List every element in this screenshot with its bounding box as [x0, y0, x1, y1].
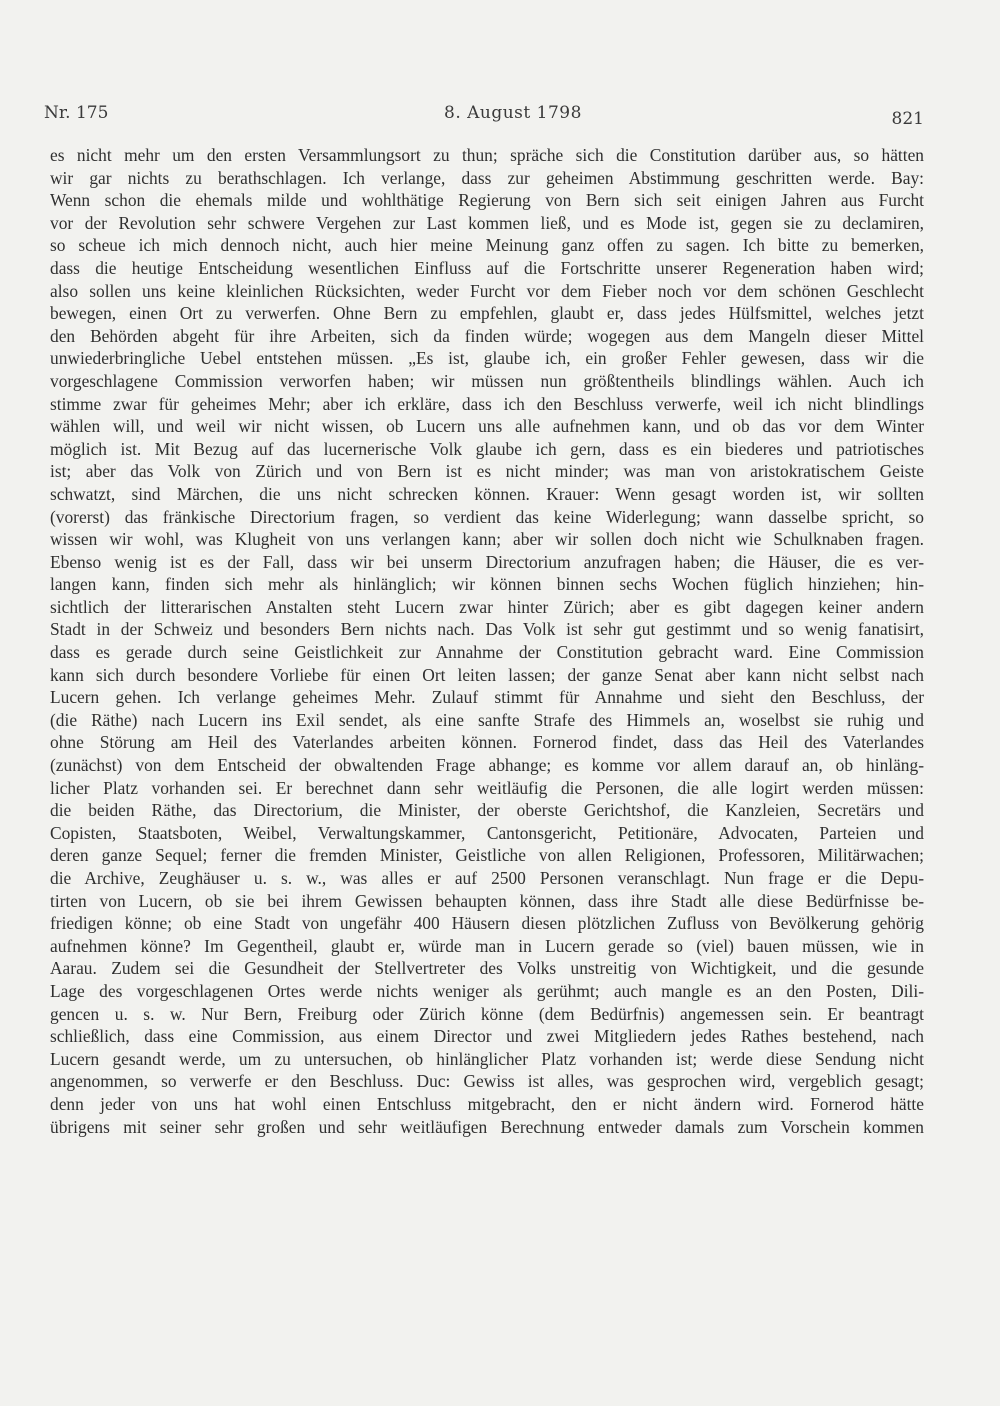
text-line: angenommen, so verwerfe er den Beschluss. Duc: Gewiss ist alles, was gesprochen wird, vergeblich gesagt;	[50, 1071, 924, 1092]
text-line: (zunächst) von dem Entscheid der obwaltenden Frage abhange; es komme vor allem darauf an, ob hinläng-	[50, 755, 924, 776]
text-line: (vorerst) das fränkische Directorium fragen, so verdient das keine Widerlegung; wann dasselbe spricht, so	[50, 506, 924, 527]
text-line: sichtlich der litterarischen Anstalten steht Lucern zwar hinter Zürich; aber es gibt dagegen keiner andern	[50, 596, 924, 617]
text-line: friedigen könne; ob eine Stadt von ungefähr 400 Häusern diesen plötzlichen Zufluss von Bevölkerung gehörig	[50, 913, 924, 934]
text-line: vor der Revolution sehr schwere Vergehen zur Last kommen ließ, und es Mode ist, gegen sie zu declamiren,	[50, 212, 924, 233]
text-line: tirten von Lucern, ob sie bei ihrem Gewissen behaupten können, dass ihre Stadt alle diese Bedürfnisse be-	[50, 890, 924, 911]
text-line: kann sich durch besondere Vorliebe für einen Ort leiten lassen; der ganze Senat aber kann nicht selbst nach	[50, 664, 924, 685]
text-line: bewegen, einen Ort zu verwerfen. Ohne Bern zu empfehlen, glaubt er, dass jedes Hülfsmittel, welches jetzt	[50, 303, 924, 324]
header-date: 8. August 1798	[444, 103, 582, 123]
text-line: dass die heutige Entscheidung wesentlichen Einfluss auf die Fortschritte unserer Regeneration haben wird;	[50, 257, 924, 278]
text-line: Lucern gehen. Ich verlange geheimes Mehr. Zulauf stimmt für Annahme und sieht den Beschluss, der	[50, 687, 924, 708]
text-line: Stadt in der Schweiz und besonders Bern nichts nach. Das Volk ist sehr gut gestimmt und so wenig fanatisirt,	[50, 619, 924, 640]
text-line: also sollen uns keine kleinlichen Rücksichten, weder Furcht vor dem Fieber noch vor dem schönen Geschlecht	[50, 280, 924, 301]
text-line: gencen u. s. w. Nur Bern, Freiburg oder Zürich könne (dem Bedürfnis) angemessen sein. Er beantragt	[50, 1003, 924, 1024]
text-line: die Archive, Zeughäuser u. s. w., was alles er auf 2500 Personen veranschlagt. Nun frage er die Depu-	[50, 868, 924, 888]
text-line: dass es gerade durch seine Geistlichkeit zur Annahme der Constitution gebracht ward. Eine Commission	[50, 642, 924, 663]
text-line	[50, 1138, 924, 1161]
text-line: die beiden Räthe, das Directorium, die Minister, der oberste Gerichtshof, die Kanzleien, Secretärs und	[50, 800, 924, 821]
text-line: aufnehmen könne? Im Gegentheil, glaubt er, würde man in Lucern gerade so (viel) bauen müssen, wie in	[50, 935, 924, 956]
text-line: Wenn schon die ehemals milde und wohlthätige Regierung von Bern sich seit einigen Jahren aus Furcht	[50, 190, 924, 211]
text-line: ist; aber das Volk von Zürich und von Bern ist es nicht minder; was man von aristokratischem Geiste	[50, 461, 924, 482]
text-line: Aarau. Zudem sei die Gesundheit der Stellvertreter des Volks unstreitig von Wichtigkeit, und die gesunde	[50, 958, 924, 979]
text-line: wählen will, und weil wir nicht wissen, ob Lucern uns alle aufnehmen kann, und ob das vor dem Winter	[50, 416, 924, 437]
text-line: deren ganze Sequel; ferner die fremden Minister, Geistliche von allen Religionen, Professoren, Militärwachen;	[50, 845, 924, 866]
text-line: vorgeschlagene Commission verworfen haben; wir müssen nun größtentheils blindlings wählen. Auch ich	[50, 370, 924, 391]
page-header	[44, 103, 924, 129]
text-line: Copisten, Staatsboten, Weibel, Verwaltungskammer, Cantonsgericht, Petitionäre, Advocaten, Parteien und	[50, 822, 924, 843]
text-line: schließlich, dass eine Commission, aus einem Director und zwei Mitgliedern jedes Rathes bestehend, nach	[50, 1026, 924, 1047]
text-line: stimme zwar für geheimes Mehr; aber ich erkläre, dass ich den Beschluss verwerfe, weil ich nicht blindlings	[50, 393, 924, 414]
text-line: möglich ist. Mit Bezug auf das lucernerische Volk glaube ich gern, dass es ein biederes und patriotisches	[50, 438, 924, 459]
text-line: Lucern gesandt werde, um zu untersuchen, ob hinlänglicher Platz vorhanden ist; werde diese Sendung nicht	[50, 1048, 924, 1069]
body-text	[50, 144, 924, 1161]
page-number: 821	[891, 109, 924, 129]
text-line: es nicht mehr um den ersten Versammlungsort zu thun; spräche sich die Constitution darüber aus, so hätten	[50, 145, 924, 165]
text-line: Lage des vorgeschlagenen Ortes werde nichts weniger als gerühmt; auch mangle es an den Posten, Dili-	[50, 980, 924, 1001]
text-line: denn jeder von uns hat wohl einen Entschluss mitgebracht, den er nicht ändern wird. Fornerod hätte	[50, 1093, 924, 1114]
text-line: ohne Störung am Heil des Vaterlandes arbeiten können. Fornerod findet, dass das Heil des Vaterlandes	[50, 732, 924, 753]
text-line: den Behörden abgeht für ihre Arbeiten, sich da finden würde; wogegen aus dem Mangeln dieser Mittel	[50, 325, 924, 346]
text-line: wissen wir wohl, was Klugheit von uns verlangen kann; aber wir sollen doch nicht wie Schulknaben fragen.	[50, 529, 924, 550]
text-line: schwatzt, sind Märchen, die uns nicht schrecken können. Krauer: Wenn gesagt worden ist, wir sollten	[50, 483, 924, 504]
document-number: Nr. 175	[44, 103, 109, 123]
text-line: unwiederbringliche Uebel entstehen müssen. „Es ist, glaube ich, ein großer Fehler gewesen, dass wir die	[50, 348, 924, 369]
text-line: licher Platz vorhanden sei. Er berechnet dann sehr weitläufig die Personen, die alle logirt werden müssen:	[50, 777, 924, 798]
text-line: Ebenso wenig ist es der Fall, dass wir bei unserm Directorium anzufragen haben; die Häuser, die es ver-	[50, 551, 924, 572]
text-line: wir gar nichts zu berathschlagen. Ich verlange, dass zur geheimen Abstimmung geschritten werde. Bay:	[50, 167, 924, 188]
text-line: langen kann, finden sich mehr als hinlänglich; wir können binnen sechs Wochen füglich hinziehen; hin-	[50, 574, 924, 595]
text-line: so scheue ich mich dennoch nicht, auch hier meine Meinung ganz offen zu sagen. Ich bitte zu bemerken,	[50, 235, 924, 256]
text-line: (die Räthe) nach Lucern ins Exil sendet, als eine sanfte Strafe des Himmels an, woselbst sie ruhig und	[50, 709, 924, 730]
text-line: übrigens mit seiner sehr großen und sehr weitläufigen Berechnung entweder damals zum Vorschein kommen	[50, 1116, 924, 1137]
